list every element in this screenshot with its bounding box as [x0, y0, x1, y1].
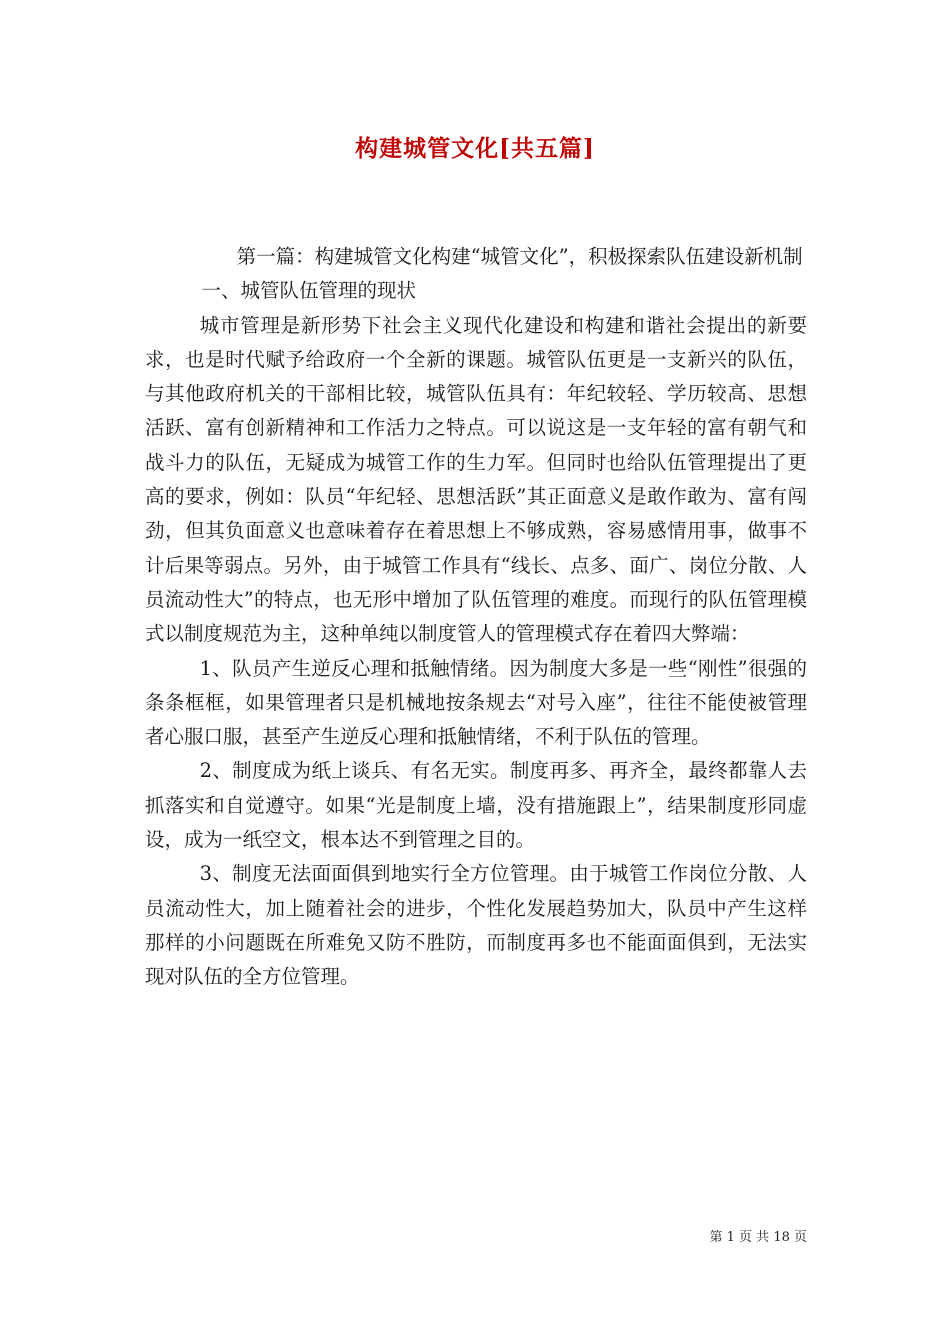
- section-heading-paragraph: 第一篇：构建城管文化构建“城管文化”，积极探索队伍建设新机制: [236, 245, 803, 268]
- body-paragraph: 城市管理是新形势下社会主义现代化建设和构建和谐社会提出的新要求，也是时代赋予给政府一个全新的课题。城管队伍更是一支新兴的队伍，与其他政府机关的干部相比较，城管队伍具有：年纪较轻、学历较高、思想活跃、富有创新精神和工作活力之特点。可以说这是一支年轻的富有朝气和战斗力的队伍，无疑成为城管工作的生力军。但同时也给队伍管理提出了更高的要求，例如：队员“年纪轻、思想活跃”其正面意义是敢作敢为、富有闯劲，但其负面意义也意味着存在着思想上不够成熟，容易感情用事，做事不计后果等弱点。另外，由于城管工作具有“线长、点多、面广、岗位分散、人员流动性大”的特点，也无形中增加了队伍管理的难度。而现行的队伍管理模式以制度规范为主，这种单纯以制度管人的管理模式存在着四大弊端：: [145, 313, 807, 646]
- list-paragraph-3: 3、制度无法面面俱到地实行全方位管理。由于城管工作岗位分散、人员流动性大，加上随着社会的进步，个性化发展趋势加大，队员中产生这样那样的小问题既在所难免又防不胜防，而制度再多也不能面面俱到，无法实现对队伍的全方位管理。: [145, 862, 807, 989]
- list-paragraph-2: 2、制度成为纸上谈兵、有名无实。制度再多、再齐全，最终都靠人去抓落实和自觉遵守。如果“光是制度上墙，没有措施跟上”，结果制度形同虚设，成为一纸空文，根本达不到管理之目的。: [145, 759, 807, 852]
- subsection-heading: 一、城管队伍管理的现状: [201, 279, 417, 303]
- document-title: 构建城管文化[共五篇]: [355, 135, 595, 162]
- page-number: 第 1 页 共 18 页: [709, 1230, 807, 1245]
- document-body: [145, 240, 807, 995]
- list-paragraph-1: 1、队员产生逆反心理和抵触情绪。因为制度大多是一些“刚性”很强的条条框框，如果管理者只是机械地按条规去“对号入座”，往往不能使被管理者心服口服，甚至产生逆反心理和抵触情绪，不利于队伍的管理。: [145, 656, 807, 749]
